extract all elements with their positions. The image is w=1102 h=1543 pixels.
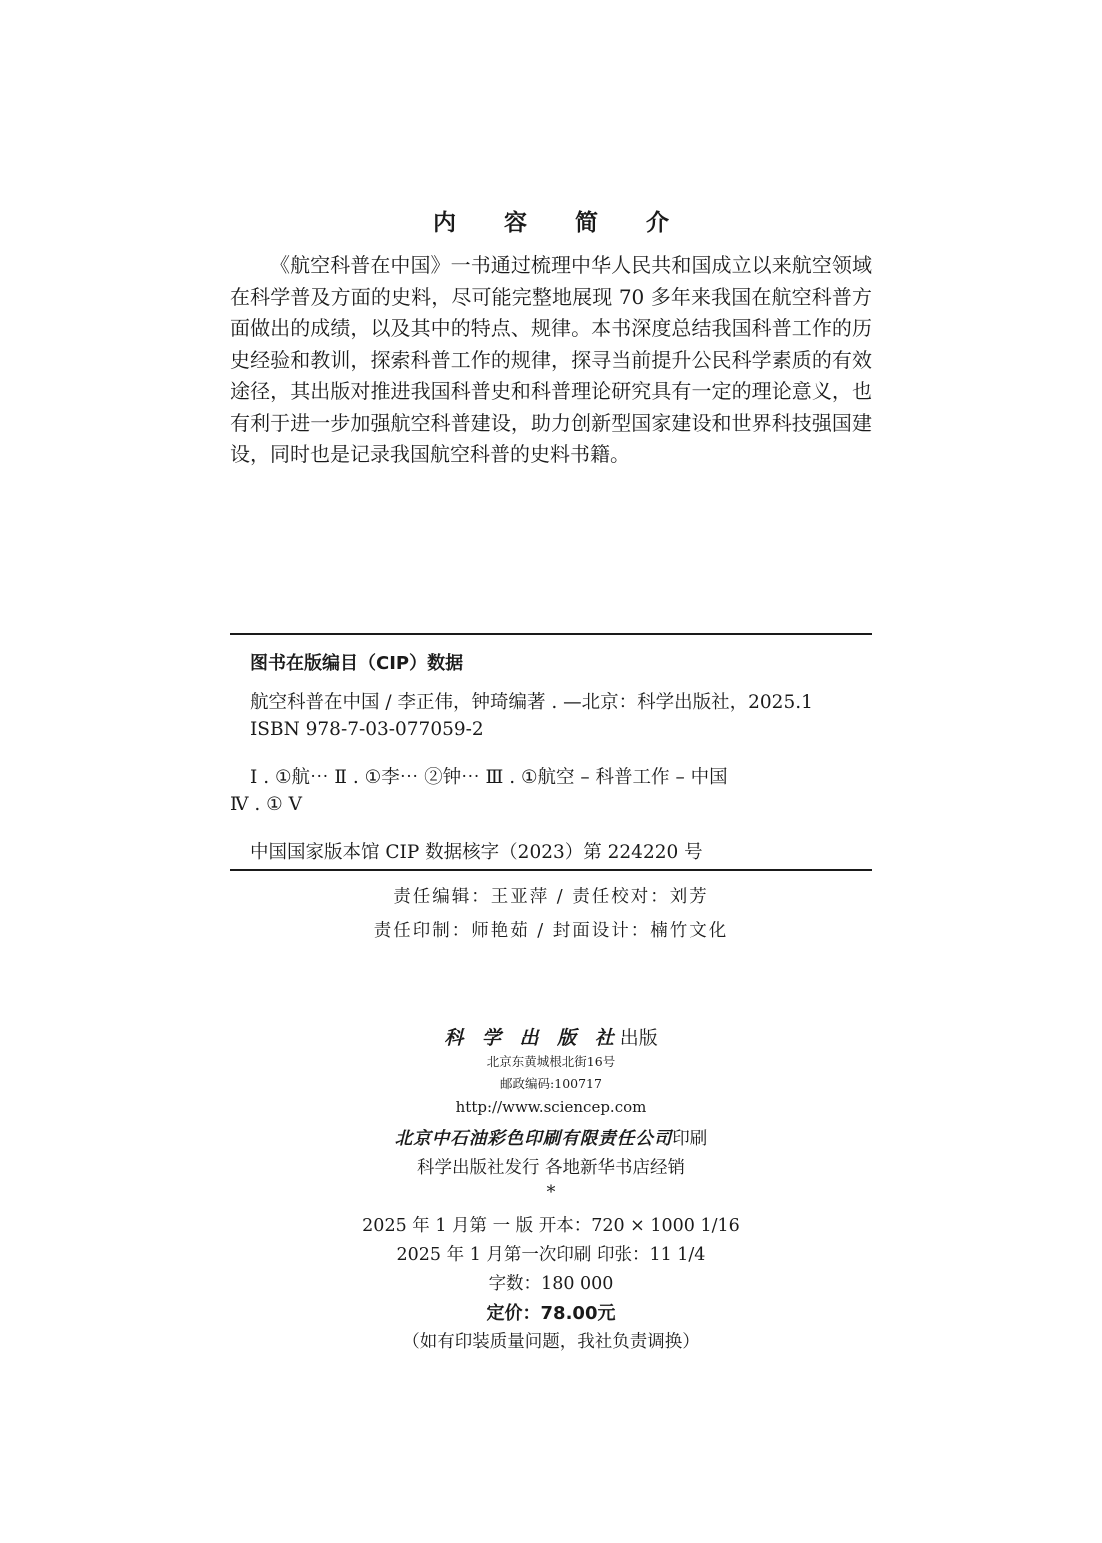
cip-title-line: 航空科普在中国 / 李正伟，钟琦编著 . —北京：科学出版社，2025.1: [250, 692, 813, 713]
cip-record-number: 中国国家版本馆 CIP 数据核字（2023）第 224220 号: [250, 842, 703, 863]
production-credits: 责任印制：师艳茹 / 封面设计：楠竹文化: [373, 921, 729, 941]
distribution-line: 科学出版社发行 各地新华书店经销: [416, 1158, 686, 1178]
word-count: 字数：180 000: [488, 1274, 614, 1294]
cip-classification-line-2: Ⅳ . ① V: [230, 794, 302, 815]
publisher-suffix: 出版: [619, 1027, 658, 1049]
publisher-postcode: 邮政编码:100717: [500, 1076, 602, 1091]
publisher-address: 北京东黄城根北街16号: [486, 1054, 616, 1069]
separator-asterisk: *: [546, 1183, 556, 1203]
summary-body: 《航空科普在中国》一书通过梳理中华人民共和国成立以来航空领域在科学普及方面的史料，尽可能完整地展现 70 多年来我国在航空科普方面做出的成绩，以及其中的特点、规律。本书深度总结我国科普工作的历史经验和教训，探索科普工作的规律，探寻当前提升公民科学素质的有效途径，其出版对推进我国科普史和科普理论研究具有一定的理论意义，也有利于进一步加强航空科普建设，助力创新型国家建设和世界科技强国建设，同时也是记录我国航空科普的史料书籍。: [230, 253, 872, 466]
edition-line: 2025 年 1 月第 一 版 开本：720 × 1000 1/16: [362, 1216, 740, 1236]
quality-notice: （如有印装质量问题，我社负责调换）: [402, 1332, 700, 1352]
cip-isbn-line: ISBN 978-7-03-077059-2: [250, 719, 484, 740]
publisher-line: [0, 1023, 1102, 1050]
cip-classification-line: Ⅰ . ①航⋯ Ⅱ . ①李⋯ ②钟⋯ Ⅲ . ①航空 – 科普工作 – 中国: [250, 767, 728, 788]
cip-heading: 图书在版编目（CIP）数据: [250, 653, 464, 674]
printer-suffix: 印刷: [672, 1129, 708, 1149]
summary-title: 内 容 简 介: [432, 210, 690, 236]
publisher-url: http://www.sciencep.com: [455, 1098, 647, 1116]
publisher-name: 科 学 出 版 社: [444, 1027, 620, 1049]
printing-line: 2025 年 1 月第一次印刷 印张：11 1/4: [396, 1245, 706, 1265]
cip-bottom-rule: [230, 869, 872, 871]
cip-top-rule: [230, 633, 872, 635]
printer-name: 北京中石油彩色印刷有限责任公司: [394, 1129, 673, 1149]
editor-credits: 责任编辑：王亚萍 / 责任校对：刘芳: [393, 887, 709, 907]
price: 定价：78.00元: [486, 1303, 616, 1324]
printer-line: [0, 1125, 1102, 1150]
